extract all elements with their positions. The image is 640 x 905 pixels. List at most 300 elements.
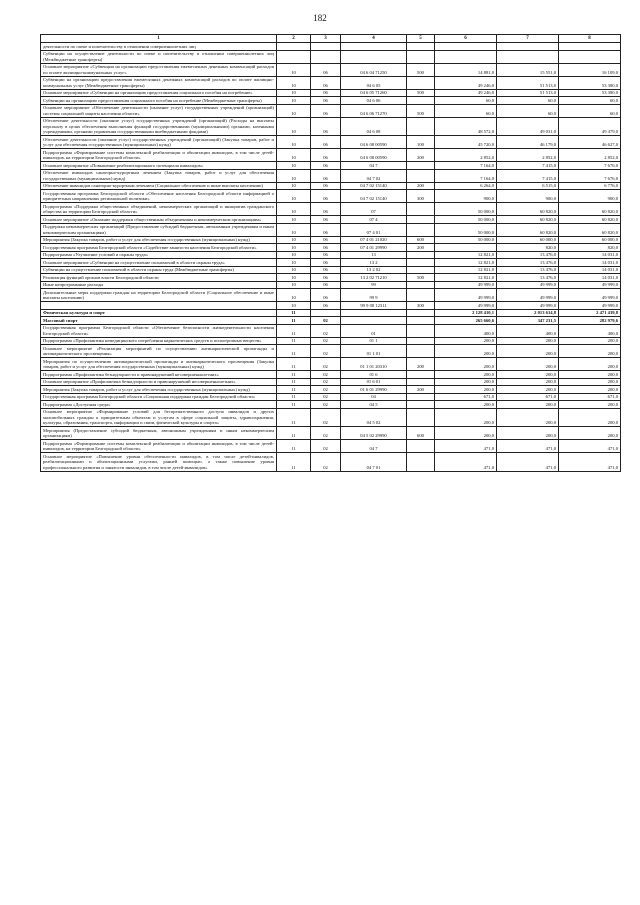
table-row bbox=[41, 104, 621, 117]
expense-type-cell: 200 bbox=[407, 244, 435, 252]
subsection-cell: 06 bbox=[311, 259, 341, 267]
target-article-cell: 04 6 08 00590 bbox=[341, 136, 407, 149]
amount-year2-cell: 900,0 bbox=[497, 190, 559, 203]
amount-year1-cell: 200,0 bbox=[435, 408, 497, 427]
row-name: Поддержка некоммерческих организаций (Предоставление субсидий бюджетным, автономным учреждениям и иным некоммерческим организациям) bbox=[41, 223, 277, 236]
amount-year1-cell: 400,0 bbox=[435, 324, 497, 337]
amount-year1-cell: 50 000,0 bbox=[435, 203, 497, 216]
target-article-cell: 04 7 02 15140 bbox=[341, 190, 407, 203]
amount-year3-cell: 200,0 bbox=[559, 345, 621, 358]
row-name: Государственная программа Белгородской области «Обеспечение населения Белгородской области информацией о приоритетных направлениях региональной политики» bbox=[41, 190, 277, 203]
target-article-cell: 04 7 02 bbox=[341, 169, 407, 182]
table-row bbox=[41, 236, 621, 244]
expense-type-cell bbox=[407, 281, 435, 289]
chapter-cell: 10 bbox=[277, 251, 311, 259]
chapter-cell: 11 bbox=[277, 358, 311, 371]
amount-year1-cell: 7 164,0 bbox=[435, 169, 497, 182]
amount-year2-cell: 200,0 bbox=[497, 386, 559, 394]
table-row bbox=[41, 117, 621, 136]
header-cell: 4 bbox=[341, 35, 407, 43]
subsection-cell bbox=[311, 50, 341, 63]
table-row bbox=[41, 203, 621, 216]
amount-year2-cell bbox=[497, 50, 559, 63]
amount-year1-cell: 60,0 bbox=[435, 104, 497, 117]
subsection-cell: 02 bbox=[311, 393, 341, 401]
amount-year1-cell: 200,0 bbox=[435, 386, 497, 394]
amount-year1-cell: 45 720,0 bbox=[435, 136, 497, 149]
chapter-cell bbox=[277, 43, 311, 51]
expense-type-cell bbox=[407, 162, 435, 170]
header-cell: 5 bbox=[407, 35, 435, 43]
amount-year1-cell: 49 999,0 bbox=[435, 289, 497, 302]
amount-year2-cell: 347 231,5 bbox=[497, 317, 559, 325]
amount-year2-cell: 400,0 bbox=[497, 324, 559, 337]
amount-year2-cell: 13 476,0 bbox=[497, 251, 559, 259]
subsection-cell: 02 bbox=[311, 358, 341, 371]
amount-year1-cell bbox=[435, 50, 497, 63]
subsection-cell: 06 bbox=[311, 190, 341, 203]
amount-year1-cell: 60,0 bbox=[435, 97, 497, 105]
amount-year3-cell: 200,0 bbox=[559, 408, 621, 427]
chapter-cell bbox=[277, 50, 311, 63]
target-article-cell: 07 4 01 21020 bbox=[341, 236, 407, 244]
target-article-cell: 01 6 01 29990 bbox=[341, 386, 407, 394]
chapter-cell: 11 bbox=[277, 378, 311, 386]
amount-year1-cell bbox=[435, 244, 497, 252]
table-row bbox=[41, 358, 621, 371]
subsection-cell: 06 bbox=[311, 149, 341, 162]
header-cell: 7 bbox=[497, 35, 559, 43]
expense-type-cell bbox=[407, 50, 435, 63]
row-name: Субвенции на осуществление полномочий в области охраны труда (Межбюджетные трансферты) bbox=[41, 266, 277, 274]
table-row bbox=[41, 136, 621, 149]
amount-year2-cell: 49 999,0 bbox=[497, 281, 559, 289]
target-article-cell: 04 5 bbox=[341, 401, 407, 409]
header-cell: 6 bbox=[435, 35, 497, 43]
subsection-cell: 06 bbox=[311, 203, 341, 216]
amount-year2-cell: 60 820,0 bbox=[497, 216, 559, 224]
subsection-cell: 06 bbox=[311, 236, 341, 244]
chapter-cell: 10 bbox=[277, 162, 311, 170]
row-name bbox=[41, 302, 277, 310]
subsection-cell: 06 bbox=[311, 251, 341, 259]
table-row bbox=[41, 281, 621, 289]
subsection-cell: 06 bbox=[311, 63, 341, 76]
amount-year1-cell: 265 660,6 bbox=[435, 317, 497, 325]
subsection-cell: 06 bbox=[311, 302, 341, 310]
row-name: Основное мероприятие «Реализация мероприятий по осуществлению антинаркотической пропаганды и антинаркотического просвещения» bbox=[41, 345, 277, 358]
row-name: Основное мероприятие «Формирование условий для беспрепятственного доступа инвалидов и других маломобильных граждан к приоритетным объектам и услугам в сфере социальной защиты, здравоохранения, культуры, образования, транспорта, информации и связи, физической культуры и спорта» bbox=[41, 408, 277, 427]
header-cell: 2 bbox=[277, 35, 311, 43]
target-article-cell: 04 5 02 bbox=[341, 408, 407, 427]
row-name: Иные непрограммные расходы bbox=[41, 281, 277, 289]
expense-type-cell bbox=[407, 251, 435, 259]
subsection-cell: 02 bbox=[311, 427, 341, 440]
row-name: Субвенции на организацию предоставления социального пособия на погребение (Межбюджетные трансферты) bbox=[41, 97, 277, 105]
amount-year3-cell: 60 000,0 bbox=[559, 236, 621, 244]
amount-year2-cell: 60 000,0 bbox=[497, 236, 559, 244]
target-article-cell: 07 4 01 29990 bbox=[341, 244, 407, 252]
expense-type-cell bbox=[407, 309, 435, 317]
target-article-cell: 99 9 bbox=[341, 289, 407, 302]
amount-year3-cell: 900,0 bbox=[559, 190, 621, 203]
target-article-cell: 99 bbox=[341, 281, 407, 289]
expense-type-cell bbox=[407, 317, 435, 325]
chapter-cell: 11 bbox=[277, 393, 311, 401]
subsection-cell bbox=[311, 309, 341, 317]
expense-type-cell: 200 bbox=[407, 386, 435, 394]
table-row bbox=[41, 317, 621, 325]
table-row bbox=[41, 251, 621, 259]
expense-type-cell: 200 bbox=[407, 358, 435, 371]
table-row bbox=[41, 302, 621, 310]
amount-year3-cell: 46 627,0 bbox=[559, 136, 621, 149]
expense-type-cell bbox=[407, 371, 435, 379]
amount-year2-cell: 49 031,0 bbox=[497, 117, 559, 136]
amount-year3-cell bbox=[559, 50, 621, 63]
amount-year1-cell: 12 821,0 bbox=[435, 259, 497, 267]
amount-year3-cell: 2 852,0 bbox=[559, 149, 621, 162]
amount-year1-cell: 12 821,0 bbox=[435, 266, 497, 274]
target-article-cell: 01 bbox=[341, 324, 407, 337]
target-article-cell: 01 6 01 bbox=[341, 378, 407, 386]
target-article-cell: 04 6 06 bbox=[341, 97, 407, 105]
amount-year1-cell: 48 572,0 bbox=[435, 117, 497, 136]
amount-year3-cell: 60 820,0 bbox=[559, 216, 621, 224]
chapter-cell: 10 bbox=[277, 281, 311, 289]
target-article-cell: 04 6 08 bbox=[341, 117, 407, 136]
amount-year3-cell: 6 776,0 bbox=[559, 182, 621, 190]
subsection-cell: 02 bbox=[311, 440, 341, 453]
amount-year3-cell: 16 109,0 bbox=[559, 63, 621, 76]
expense-type-cell: 600 bbox=[407, 427, 435, 440]
amount-year3-cell: 200,0 bbox=[559, 337, 621, 345]
amount-year2-cell: 200,0 bbox=[497, 337, 559, 345]
row-name: Обеспечение деятельности (оказание услуг) государственных учреждений (организаций) (Закупка товаров, работ и услуг для обеспечения государственных (муниципальных) нужд) bbox=[41, 136, 277, 149]
target-article-cell: 07 4 01 bbox=[341, 223, 407, 236]
amount-year1-cell: 200,0 bbox=[435, 371, 497, 379]
subsection-cell: 02 bbox=[311, 317, 341, 325]
chapter-cell: 11 bbox=[277, 371, 311, 379]
amount-year3-cell: 60 820,0 bbox=[559, 223, 621, 236]
row-name: Основное мероприятие «Обеспечение деятельности (оказание услуг) государственных учреждений (организаций) системы социальной защиты населения области» bbox=[41, 104, 277, 117]
target-article-cell: 04 7 bbox=[341, 440, 407, 453]
chapter-cell: 10 bbox=[277, 117, 311, 136]
amount-year3-cell: 14 031,0 bbox=[559, 259, 621, 267]
expense-type-cell bbox=[407, 97, 435, 105]
subsection-cell: 06 bbox=[311, 89, 341, 97]
chapter-cell: 10 bbox=[277, 182, 311, 190]
expense-type-cell: 600 bbox=[407, 236, 435, 244]
chapter-cell: 11 bbox=[277, 309, 311, 317]
target-article-cell: 13 bbox=[341, 251, 407, 259]
subsection-cell: 06 bbox=[311, 169, 341, 182]
target-article-cell bbox=[341, 50, 407, 63]
amount-year2-cell bbox=[497, 43, 559, 51]
chapter-cell: 10 bbox=[277, 274, 311, 282]
target-article-cell bbox=[341, 309, 407, 317]
table-row bbox=[41, 190, 621, 203]
row-name: Субвенции на организацию предоставления ежемесячных денежных компенсаций расходов по оплате жилищно-коммунальных услуг (Межбюджетные трансферты) bbox=[41, 76, 277, 89]
expense-type-cell: 500 bbox=[407, 89, 435, 97]
amount-year2-cell: 15 551,0 bbox=[497, 63, 559, 76]
chapter-cell: 10 bbox=[277, 97, 311, 105]
amount-year2-cell: 60,0 bbox=[497, 97, 559, 105]
expense-type-cell: 300 bbox=[407, 302, 435, 310]
subsection-cell: 02 bbox=[311, 386, 341, 394]
amount-year1-cell: 2 128 410,1 bbox=[435, 309, 497, 317]
chapter-cell: 10 bbox=[277, 216, 311, 224]
amount-year3-cell: 200,0 bbox=[559, 371, 621, 379]
amount-year1-cell: 471,0 bbox=[435, 453, 497, 472]
chapter-cell: 10 bbox=[277, 244, 311, 252]
amount-year2-cell: 471,0 bbox=[497, 440, 559, 453]
subsection-cell: 06 bbox=[311, 182, 341, 190]
amount-year1-cell: 50 000,0 bbox=[435, 236, 497, 244]
target-article-cell: 04 7 01 bbox=[341, 453, 407, 472]
row-name: Мероприятия по осуществлению антинаркотической пропаганды и антинаркотического просвещения (Закупка товаров, работ и услуг для обеспечения государственных (муниципальных) нужд) bbox=[41, 358, 277, 371]
table-row bbox=[41, 408, 621, 427]
table-row bbox=[41, 337, 621, 345]
amount-year1-cell: 200,0 bbox=[435, 337, 497, 345]
row-name: Обеспечение инвалидов санаторно-курортным лечением (Закупка товаров, работ и услуг для обеспечения государственных (муниципальных) нужд) bbox=[41, 169, 277, 182]
expense-type-cell bbox=[407, 289, 435, 302]
target-article-cell: 04 6 05 71260 bbox=[341, 89, 407, 97]
amount-year3-cell: 7 676,0 bbox=[559, 162, 621, 170]
table-row bbox=[41, 266, 621, 274]
row-name: Подпрограмма «Профилактика немедицинского потребления наркотических средств и психотропных веществ» bbox=[41, 337, 277, 345]
amount-year3-cell: 200,0 bbox=[559, 427, 621, 440]
header-cell: 8 bbox=[559, 35, 621, 43]
chapter-cell: 11 bbox=[277, 324, 311, 337]
table-row bbox=[41, 289, 621, 302]
expense-type-cell: 200 bbox=[407, 182, 435, 190]
amount-year2-cell: 7 415,0 bbox=[497, 169, 559, 182]
chapter-cell: 11 bbox=[277, 337, 311, 345]
target-article-cell: 04 7 02 15140 bbox=[341, 182, 407, 190]
table-row bbox=[41, 309, 621, 317]
amount-year1-cell: 12 821,0 bbox=[435, 274, 497, 282]
expense-type-cell bbox=[407, 216, 435, 224]
amount-year3-cell bbox=[559, 43, 621, 51]
table-row bbox=[41, 76, 621, 89]
amount-year1-cell: 50 000,0 bbox=[435, 216, 497, 224]
amount-year2-cell: 2 852,0 bbox=[497, 149, 559, 162]
expense-type-cell bbox=[407, 345, 435, 358]
row-name: Дополнительные меры поддержки граждан на территории Белгородской области (Социальное обеспечение и иные выплаты населению) bbox=[41, 289, 277, 302]
target-article-cell: 04 5 02 29990 bbox=[341, 427, 407, 440]
subsection-cell bbox=[311, 43, 341, 51]
amount-year3-cell: 282 979,6 bbox=[559, 317, 621, 325]
amount-year2-cell: 49 999,0 bbox=[497, 289, 559, 302]
table-row bbox=[41, 371, 621, 379]
table-row bbox=[41, 216, 621, 224]
subsection-cell: 06 bbox=[311, 281, 341, 289]
amount-year3-cell: 14 031,0 bbox=[559, 266, 621, 274]
target-article-cell: 07 4 bbox=[341, 216, 407, 224]
table-row bbox=[41, 149, 621, 162]
subsection-cell: 06 bbox=[311, 97, 341, 105]
amount-year1-cell: 49 246,0 bbox=[435, 89, 497, 97]
expense-type-cell bbox=[407, 324, 435, 337]
amount-year3-cell: 14 031,0 bbox=[559, 251, 621, 259]
row-name: Мероприятия (Закупка товаров, работ и услуг для обеспечения государственных (муниципальных) нужд) bbox=[41, 386, 277, 394]
row-name: Основное мероприятие «Повышение уровня обеспеченности инвалидов, в том числе детей-инвалидов, реабилитационными и абилитационными услугами, ранней помощью, а также повышение уровня профессионального развития и занятости инвалидов, в том числе детей-инвалидов» bbox=[41, 453, 277, 472]
subsection-cell: 02 bbox=[311, 337, 341, 345]
row-name: Физическая культура и спорт bbox=[41, 309, 277, 317]
table-header-row bbox=[41, 35, 621, 43]
subsection-cell: 06 bbox=[311, 76, 341, 89]
target-article-cell: 04 6 05 bbox=[341, 76, 407, 89]
amount-year3-cell: 53 380,0 bbox=[559, 89, 621, 97]
expense-type-cell: 500 bbox=[407, 274, 435, 282]
chapter-cell: 10 bbox=[277, 169, 311, 182]
subsection-cell: 02 bbox=[311, 408, 341, 427]
target-article-cell bbox=[341, 43, 407, 51]
expense-type-cell: 100 bbox=[407, 136, 435, 149]
chapter-cell: 10 bbox=[277, 223, 311, 236]
row-name: Государственная программа Белгородской области «Содействие занятости населения Белгородской области» bbox=[41, 244, 277, 252]
subsection-cell: 02 bbox=[311, 345, 341, 358]
subsection-cell: 06 bbox=[311, 244, 341, 252]
amount-year1-cell: 49 246,0 bbox=[435, 76, 497, 89]
target-article-cell bbox=[341, 317, 407, 325]
amount-year1-cell: 200,0 bbox=[435, 401, 497, 409]
chapter-cell: 11 bbox=[277, 453, 311, 472]
target-article-cell: 01 1 01 bbox=[341, 345, 407, 358]
row-name: Мероприятия (Предоставление субсидий бюджетным, автономным учреждениям и иным некоммерческим организациям) bbox=[41, 427, 277, 440]
amount-year3-cell: 60,0 bbox=[559, 97, 621, 105]
amount-year1-cell: 900,0 bbox=[435, 190, 497, 203]
amount-year2-cell: 200,0 bbox=[497, 427, 559, 440]
chapter-cell: 10 bbox=[277, 259, 311, 267]
expense-type-cell: 500 bbox=[407, 63, 435, 76]
expense-type-cell bbox=[407, 76, 435, 89]
amount-year3-cell: 671,0 bbox=[559, 393, 621, 401]
row-name: Подпрограмма «Доступная среда» bbox=[41, 401, 277, 409]
target-article-cell: 04 6 08 00590 bbox=[341, 149, 407, 162]
subsection-cell: 06 bbox=[311, 216, 341, 224]
target-article-cell: 13 2 02 71210 bbox=[341, 274, 407, 282]
row-name: Мероприятия (Закупка товаров, работ и услуг для обеспечения государственных (муниципальных) нужд) bbox=[41, 236, 277, 244]
amount-year2-cell: 200,0 bbox=[497, 345, 559, 358]
amount-year1-cell: 14 881,0 bbox=[435, 63, 497, 76]
subsection-cell: 06 bbox=[311, 117, 341, 136]
target-article-cell: 04 7 bbox=[341, 162, 407, 170]
expense-type-cell: 300 bbox=[407, 190, 435, 203]
chapter-cell: 11 bbox=[277, 317, 311, 325]
table-row bbox=[41, 244, 621, 252]
amount-year2-cell: 46 179,0 bbox=[497, 136, 559, 149]
amount-year2-cell: 200,0 bbox=[497, 378, 559, 386]
expense-type-cell: 500 bbox=[407, 104, 435, 117]
table-row bbox=[41, 427, 621, 440]
chapter-cell: 10 bbox=[277, 104, 311, 117]
row-name: Основное мероприятие «Оказание поддержки общественным объединениям и некоммерческим организациям» bbox=[41, 216, 277, 224]
chapter-cell: 11 bbox=[277, 427, 311, 440]
row-name: Основное мероприятие «Субвенции на организацию предоставления социального пособия на погребение» bbox=[41, 89, 277, 97]
subsection-cell: 06 bbox=[311, 162, 341, 170]
table-row bbox=[41, 401, 621, 409]
amount-year1-cell: 471,0 bbox=[435, 440, 497, 453]
subsection-cell: 06 bbox=[311, 266, 341, 274]
target-article-cell: 04 6 04 71250 bbox=[341, 63, 407, 76]
target-article-cell: 01 6 bbox=[341, 371, 407, 379]
target-article-cell: 13 2 bbox=[341, 259, 407, 267]
subsection-cell: 02 bbox=[311, 324, 341, 337]
expense-type-cell bbox=[407, 169, 435, 182]
amount-year2-cell: 200,0 bbox=[497, 358, 559, 371]
expense-type-cell bbox=[407, 401, 435, 409]
table-row bbox=[41, 223, 621, 236]
table-row bbox=[41, 63, 621, 76]
amount-year1-cell: 7 164,0 bbox=[435, 162, 497, 170]
amount-year2-cell: 13 476,0 bbox=[497, 266, 559, 274]
amount-year2-cell: 200,0 bbox=[497, 401, 559, 409]
expense-type-cell bbox=[407, 266, 435, 274]
amount-year3-cell: 200,0 bbox=[559, 378, 621, 386]
amount-year1-cell: 12 821,0 bbox=[435, 251, 497, 259]
table-row bbox=[41, 440, 621, 453]
chapter-cell: 11 bbox=[277, 401, 311, 409]
chapter-cell: 10 bbox=[277, 289, 311, 302]
amount-year1-cell: 50 000,0 bbox=[435, 223, 497, 236]
amount-year3-cell: 820,0 bbox=[559, 244, 621, 252]
row-name: Подпрограмма «Профилактика безнадзорности и правонарушений несовершеннолетних» bbox=[41, 371, 277, 379]
amount-year3-cell: 49 479,0 bbox=[559, 117, 621, 136]
table-row bbox=[41, 378, 621, 386]
amount-year3-cell: 7 676,0 bbox=[559, 169, 621, 182]
target-article-cell: 13 2 02 bbox=[341, 266, 407, 274]
row-name: Обеспечение деятельности (оказание услуг) государственных учреждений (организаций) (Расходы на выплаты персоналу в целях обеспечения выполнения функций государственными (муниципальными) органами, казенными учреждениями, органами управления государственными внебюджетными фондами) bbox=[41, 117, 277, 136]
amount-year1-cell: 200,0 bbox=[435, 378, 497, 386]
header-cell: 1 bbox=[41, 35, 277, 43]
amount-year2-cell: 200,0 bbox=[497, 371, 559, 379]
row-name: Основное мероприятие «Повышение реабилитационного потенциала инвалидов» bbox=[41, 162, 277, 170]
table-row bbox=[41, 43, 621, 51]
row-name: Подпрограмма «Формирование системы комплексной реабилитации и абилитации инвалидов, в том числе детей-инвалидов, на территории Белгородской области» bbox=[41, 440, 277, 453]
row-name: Основное мероприятие «Профилактика безнадзорности и правонарушений несовершеннолетних» bbox=[41, 378, 277, 386]
subsection-cell: 02 bbox=[311, 371, 341, 379]
chapter-cell: 10 bbox=[277, 136, 311, 149]
target-article-cell: 99 9 00 12311 bbox=[341, 302, 407, 310]
table-row bbox=[41, 162, 621, 170]
amount-year3-cell: 471,0 bbox=[559, 440, 621, 453]
amount-year2-cell: 13 476,0 bbox=[497, 274, 559, 282]
amount-year2-cell: 51 513,0 bbox=[497, 89, 559, 97]
table-row bbox=[41, 97, 621, 105]
amount-year3-cell: 471,0 bbox=[559, 453, 621, 472]
header-cell: 3 bbox=[311, 35, 341, 43]
row-name: Основное мероприятие «Субвенции на организацию предоставления ежемесячных денежных компенсаций расходов по оплате жилищно-коммунальных услуг» bbox=[41, 63, 277, 76]
amount-year1-cell: 671,0 bbox=[435, 393, 497, 401]
chapter-cell: 10 bbox=[277, 190, 311, 203]
table-row bbox=[41, 259, 621, 267]
amount-year1-cell: 2 852,0 bbox=[435, 149, 497, 162]
amount-year2-cell: 51 513,0 bbox=[497, 76, 559, 89]
chapter-cell: 11 bbox=[277, 345, 311, 358]
amount-year1-cell bbox=[435, 43, 497, 51]
chapter-cell: 10 bbox=[277, 89, 311, 97]
amount-year2-cell: 2 013 614,8 bbox=[497, 309, 559, 317]
amount-year2-cell: 60 820,0 bbox=[497, 223, 559, 236]
row-name: Субвенции на осуществление деятельности по опеке и попечительству в отношении совершеннолетних лиц (Межбюджетные трансферты) bbox=[41, 50, 277, 63]
row-name: деятельности по опеке и попечительству в отношении совершеннолетних лиц bbox=[41, 43, 277, 51]
expense-type-cell bbox=[407, 43, 435, 51]
amount-year3-cell: 49 999,0 bbox=[559, 302, 621, 310]
amount-year2-cell: 13 476,0 bbox=[497, 259, 559, 267]
table-row bbox=[41, 386, 621, 394]
